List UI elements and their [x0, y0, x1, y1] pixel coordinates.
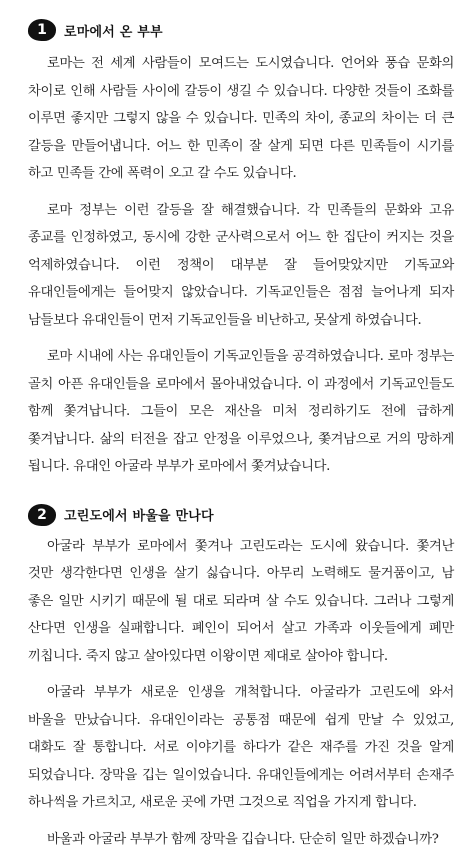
paragraph: 아굴라 부부가 로마에서 쫓겨나 고린도라는 도시에 왔습니다. 쫓겨난 것만 생각한다면 인생을 살기 싫습니다. 아무리 노력해도 물거품이고, 남 좋은 일만 시키기 때문에 될 대로 되라며 살 수도 있습니다. 그러나 그렇게 산다면 인생을 실패합니다. 폐인이 되어서 살고 가족과 이웃들에게 폐만 끼칩니다. 죽지 않고 살아있다면 이왕이면 제대로 살아야 합니다.: [28, 533, 454, 671]
paragraph: 로마 정부는 이런 갈등을 잘 해결했습니다. 각 민족들의 문화와 고유 종교를 인정하였고, 동시에 강한 군사력으로서 어느 한 집단이 커지는 것을 억제하였습니다. 이런 정책이 대부분 잘 들어맞았지만 기독교와 유대인들에게는 들어맞지 않았습니다. 기독교인들은 점점 늘어나게 되자 남들보다 유대인들이 먼저 기독교인들을 비난하고, 못살게 하였습니다.: [28, 197, 454, 335]
paragraph: 아굴라 부부가 새로운 인생을 개척합니다. 아굴라가 고린도에 와서 바울을 만났습니다. 유대인이라는 공통점 때문에 쉽게 만날 수 있었고, 대화도 잘 통합니다. 서로 이야기를 하다가 같은 재주를 가진 것을 알게 되었습니다. 장막을 깁는 일이었습니다. 유대인들에게는 어려서부터 손재주 하나씩을 가르치고, 새로운 곳에 가면 그것으로 직업을 가지게 합니다.: [28, 679, 454, 817]
paragraph: 로마는 전 세계 사람들이 모여드는 도시였습니다. 언어와 풍습 문화의 차이로 인해 사람들 사이에 갈등이 생길 수 있습니다. 다양한 것들이 조화를 이루면 좋지만 그렇지 않을 수 있습니다. 민족의 차이, 종교의 차이는 더 큰 갈등을 만들어냅니다. 어느 한 민족이 잘 살게 되면 다른 민족들이 시기를 하고 민족들 간에 폭력이 오고 갈 수도 있습니다.: [28, 50, 454, 188]
section-heading-2: [28, 503, 454, 527]
section-number-badge: [28, 504, 56, 526]
section-title: 로마에서 온 부부: [64, 21, 163, 40]
section-body-2: [28, 533, 454, 853]
section-title: 고린도에서 바울을 만나다: [64, 505, 214, 524]
section-number: 1: [28, 20, 56, 40]
section-number: 2: [28, 505, 56, 525]
section-1: [28, 18, 454, 481]
section-2: [28, 503, 454, 853]
paragraph: 로마 시내에 사는 유대인들이 기독교인들을 공격하였습니다. 로마 정부는 골치 아픈 유대인들을 로마에서 몰아내었습니다. 이 과정에서 기독교인들도 함께 쫓겨납니다. 그들이 모은 재산을 미처 정리하기도 전에 급하게 쫓겨납니다. 삶의 터전을 잡고 안정을 이루었으나, 쫓겨남으로 거의 망하게 됩니다. 유대인 아굴라 부부가 로마에서 쫓겨났습니다.: [28, 343, 454, 481]
section-body-1: [28, 50, 454, 481]
paragraph: 바울과 아굴라 부부가 함께 장막을 깁습니다. 단순히 일만 하겠습니까?: [28, 826, 454, 853]
section-number-badge: [28, 19, 56, 41]
section-heading-1: [28, 18, 454, 42]
